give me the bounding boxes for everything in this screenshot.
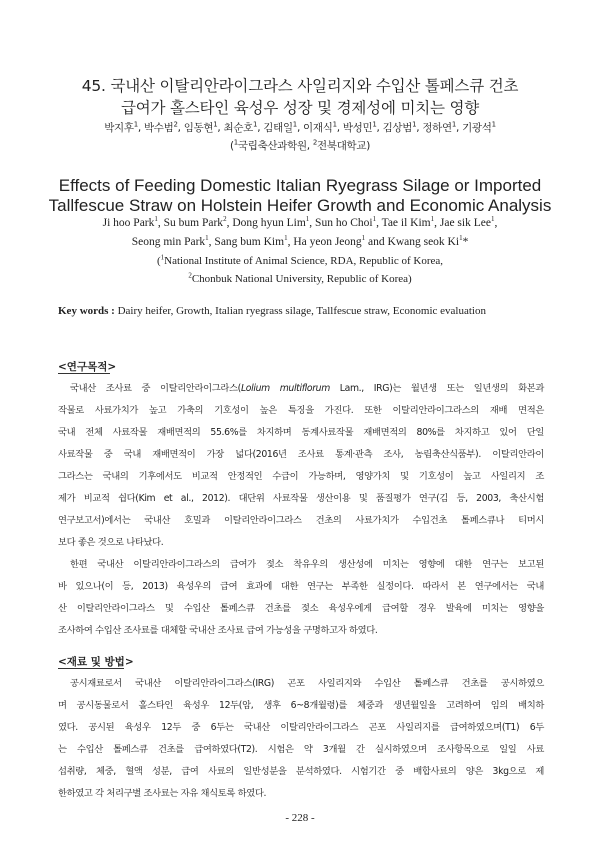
korean-author-1: 박지후$^1$ — [104, 120, 138, 134]
section-heading-purpose: <연구목적> — [58, 361, 117, 373]
methods-line-5: 섭취량, 체중, 혈액 성분, 급여 사료의 일반성분을 분석하였다. 시험기간 중 배합사료의 양은 3kg으로 제 — [58, 766, 544, 777]
keywords-label: Key words : — [58, 305, 115, 317]
english-author-3: Dong hyun Lim$^1$ — [232, 215, 310, 229]
purpose-line-10: 바 있으나(이 등, 2013) 육성우의 급여 효과에 대한 연구는 부족한 실정이다. 따라서 본 연구에서는 국내 — [58, 581, 544, 592]
english-affiliation-1: ($^1$National Institute of Animal Science, RDA, Republic of Korea, — [156, 253, 444, 267]
english-author-2: Su bum Park$^2$ — [163, 215, 227, 229]
korean-affiliation: ($^1$국립축산과학원, $^2$전북대학교) — [229, 138, 371, 152]
purpose-line-1: 국내산 조사료 중 이탈리안라이그라스(Lolium multiflorum Lam., IRG)는 월년생 또는 일년생의 화본과 — [70, 383, 544, 394]
corresponding-author-mark: * — [462, 236, 469, 248]
korean-author-4: 최순호$^1$ — [223, 120, 258, 134]
keywords-text: Dairy heifer, Growth, Italian ryegrass silage, Tallfescue straw, Economic evaluation — [114, 305, 486, 317]
purpose-line-3: 국내 전체 사료작물 재배면적의 55.6%를 차지하며 동계사료작물 재배면적의 80%를 차지하고 있어 단일 — [58, 427, 544, 438]
korean-title-line-2: 급여가 홀스타인 육성우 성장 및 경제성에 미치는 영향 — [120, 99, 480, 117]
purpose-line-9: 한편 국내산 이탈리안라이그라스의 급여가 젖소 착유우의 생산성에 미치는 영향에 대한 연구는 보고된 — [70, 559, 544, 570]
english-title-line-2: Tallfescue Straw on Holstein Heifer Growth and Economic Analysis — [48, 196, 552, 215]
english-title-line-1: Effects of Feeding Domestic Italian Ryegrass Silage or Imported — [58, 176, 542, 195]
purpose-line-8: 보다 좋은 것으로 나타났다. — [58, 537, 164, 548]
english-author-9: Ha yeon Jeong$^1$ — [293, 234, 366, 248]
korean-author-7: 박성민$^1$ — [342, 120, 377, 134]
korean-author-10: 기광석$^1$ — [462, 120, 496, 134]
english-authors-line-1: Ji hoo Park$^1$, Su bum Park$^2$, Dong hyun Lim$^1$, Sun ho Choi$^1$, Tae il Kim$^1$, Jae sik Lee$^1$, — [102, 215, 498, 229]
korean-author-6: 이재식$^1$ — [303, 120, 337, 134]
korean-author-2: 박수범$^2$ — [143, 120, 178, 134]
section-heading-underline — [58, 668, 124, 669]
korean-authors: 박지후$^1$, 박수범$^2$, 임동현$^1$, 최순호$^1$, 김태일$^1$, 이재식$^1$, 박성민$^1$, 김상범$^1$, 정하연$^1$, 기광석$^1$ — [104, 120, 496, 134]
korean-title-line-1: 45. 국내산 이탈리안라이그라스 사일리지와 수입산 톨페스큐 건초 — [81, 77, 519, 95]
section-heading-underline — [58, 373, 110, 374]
korean-author-3: 임동현$^1$ — [183, 120, 218, 134]
methods-line-3: 였다. 공시된 육성우 12두 중 6두는 국내산 이탈리안라이그라스 곤포 사일리지를 급여하였으며(T1) 6두 — [58, 722, 544, 733]
english-author-7: Seong min Park$^1$ — [131, 234, 209, 248]
purpose-line-2: 작물로 사료가치가 높고 가축의 기호성이 높은 특징을 가진다. 또한 이탈리안라이그라스의 재배 면적은 — [58, 405, 544, 416]
purpose-line-7: 연구보고서)에서는 국내산 호밀과 이탈리안라이그라스 건초의 사료가치가 수입건초 톨페스큐나 티머시 — [58, 515, 544, 526]
korean-author-8: 김상범$^1$ — [382, 120, 417, 134]
species-name: Lolium multiflorum — [240, 383, 330, 394]
korean-author-9: 정하연$^1$ — [422, 120, 457, 134]
english-author-6: Jae sik Lee$^1$ — [439, 215, 495, 229]
english-author-8: Sang bum Kim$^1$ — [214, 234, 288, 248]
methods-line-2: 며 공시동물로서 홀스타인 육성우 12두(암, 생후 6~8개월령)를 체중과 생년월일을 고려하여 임의 배치하 — [58, 700, 544, 711]
english-authors-line-2: Seong min Park$^1$, Sang bum Kim$^1$, Ha yeon Jeong$^1$ and Kwang seok Ki$^1$* — [131, 234, 469, 248]
purpose-line-4: 사료작물 중 국내 재배면적이 가장 넓다(2016년 조사료 통계·관측 조사, 농림축산식품부). 이탈리안라이 — [58, 449, 544, 460]
methods-line-1: 공시재료로서 국내산 이탈리안라이그라스(IRG) 곤포 사일리지와 수입산 톨페스큐 건초를 공시하였으 — [70, 678, 544, 689]
purpose-line-5: 그라스는 국내의 기후에서도 비교적 안정적인 수급이 가능하며, 영양가치 및 기호성이 높고 사일리지 조 — [58, 471, 544, 482]
purpose-line-6: 제가 비교적 쉽다(Kim et al., 2012). 대단위 사료작물 생산이용 및 품질평가 연구(김 등, 2003, 축산시험 — [58, 493, 544, 504]
english-author-5: Tae il Kim$^1$ — [381, 215, 435, 229]
english-affiliation-2: $^2$Chonbuk National University, Republic of Korea) — [188, 271, 412, 285]
purpose-line-12: 조사하여 수입산 조사료를 대체할 국내산 조사료 급여 가능성을 구명하고자 하였다. — [58, 625, 378, 636]
methods-line-6: 한하였고 각 처리구별 조사료는 자유 채식토록 하였다. — [58, 788, 267, 799]
korean-author-5: 김태일$^1$ — [263, 120, 297, 134]
methods-line-4: 는 수입산 톨페스큐 건초를 급여하였다(T2). 시험은 약 3개월 간 실시하였으며 조사항목으로 일일 사료 — [58, 744, 544, 755]
purpose-line-11: 산 이탈리안라이그라스 및 수입산 톨페스큐 건초를 젖소 육성우에게 급여할 경우 발육에 미치는 영향을 — [58, 603, 544, 614]
page-number: - 228 - — [285, 812, 315, 824]
english-author-4: Sun ho Choi$^1$ — [315, 215, 377, 229]
section-heading-methods: <재료 및 방법> — [58, 656, 134, 668]
english-author-10: Kwang seok Ki$^1$* — [387, 234, 469, 248]
keywords — [58, 305, 558, 317]
english-author-1: Ji hoo Park$^1$ — [102, 215, 158, 229]
